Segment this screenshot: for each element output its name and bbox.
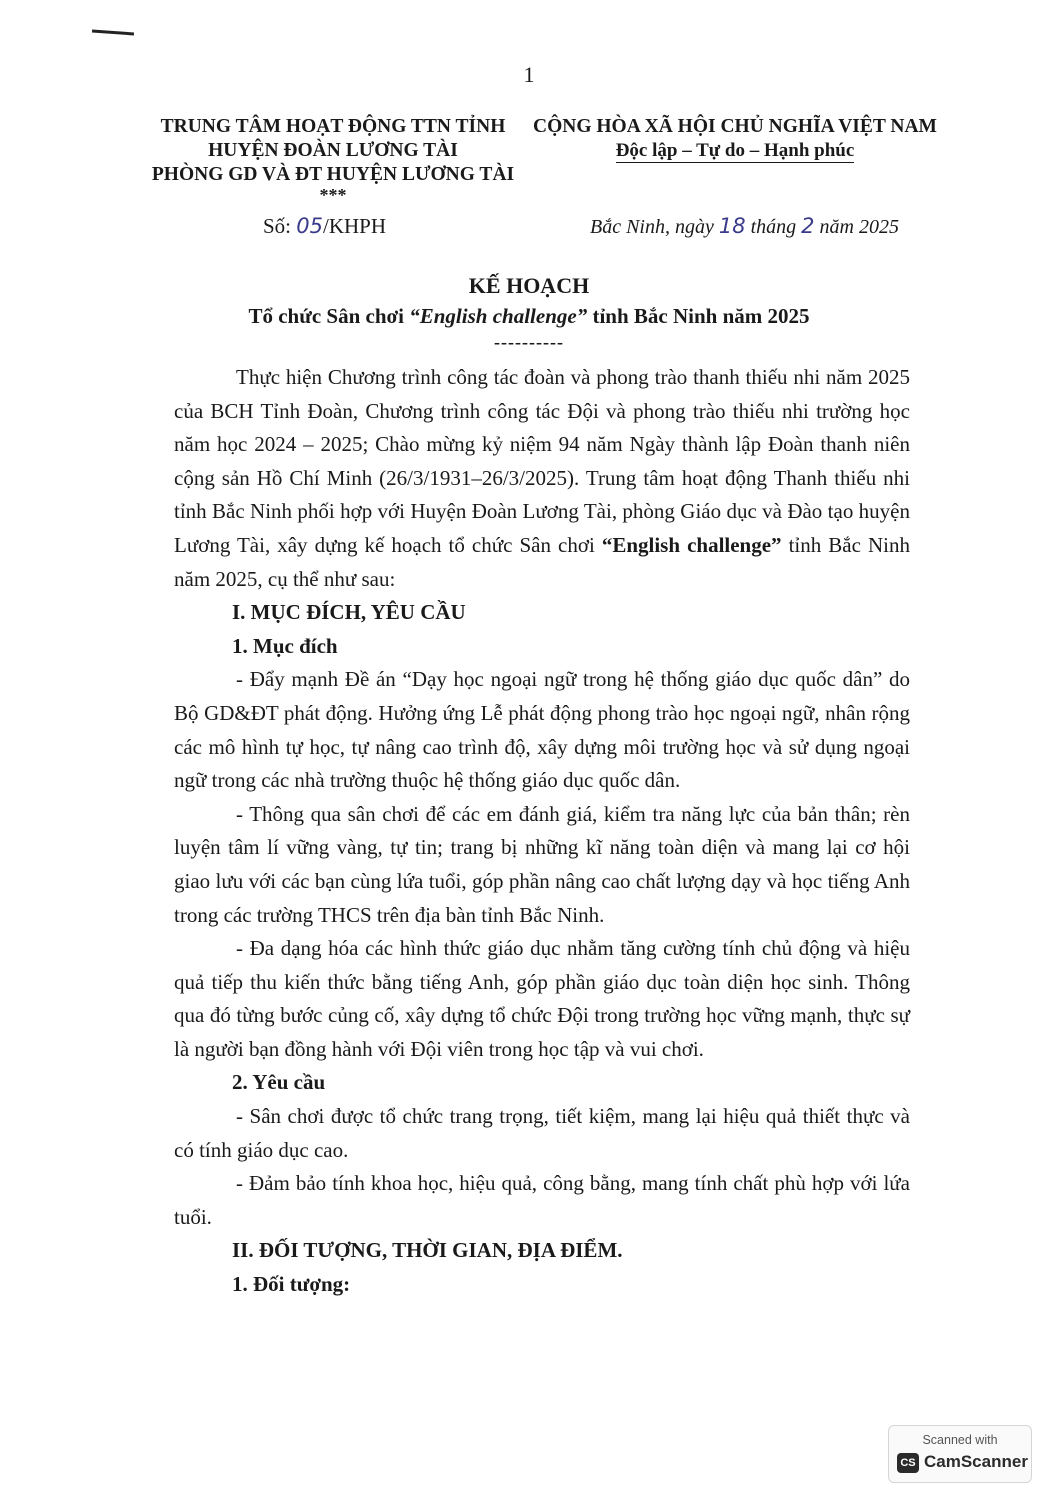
requirement-paragraph-2: - Đảm bảo tính khoa học, hiệu quả, công bằng, mang tính chất phù hợp với lứa tuổi. — [174, 1171, 910, 1229]
doc-number-suffix: /KHPH — [323, 214, 387, 238]
page-number: 1 — [523, 62, 535, 87]
national-motto: Độc lập – Tự do – Hạnh phúc — [615, 140, 855, 161]
watermark-brand: CamScanner — [924, 1452, 1028, 1471]
national-header-block — [520, 115, 950, 163]
camscanner-logo-icon: CS — [897, 1453, 919, 1473]
intro-paragraph — [174, 361, 910, 596]
document-number — [263, 214, 386, 239]
date-line — [590, 214, 899, 239]
date-year: năm 2025 — [819, 216, 899, 238]
agency-stars: *** — [319, 185, 347, 205]
document-subtitle — [0, 304, 1058, 329]
section-1-heading: I. MỤC ĐÍCH, YÊU CẦU — [232, 600, 466, 625]
section-2-heading: II. ĐỐI TƯỢNG, THỜI GIAN, ĐỊA ĐIỂM. — [232, 1238, 623, 1263]
section-1-sub-2: 2. Yêu cầu — [232, 1070, 326, 1095]
doc-number-prefix: Số: — [263, 214, 292, 238]
date-month: 2 — [801, 214, 815, 238]
national-title: CỘNG HÒA XÃ HỘI CHỦ NGHĨA VIỆT NAM — [533, 116, 937, 137]
agency-line-3: PHÒNG GD VÀ ĐT HUYỆN LƯƠNG TÀI — [151, 164, 515, 185]
issuing-agency-block — [118, 115, 548, 203]
watermark-caption: Scanned with — [922, 1433, 998, 1447]
date-month-word: tháng — [750, 216, 797, 238]
subtitle-italic: “English challenge” — [409, 304, 588, 328]
intro-bold: “English challenge” — [601, 532, 782, 557]
subtitle-before: Tổ chức Sân chơi — [248, 304, 410, 328]
section-1-sub-1: 1. Mục đích — [232, 633, 338, 658]
requirement-paragraph-1: - Sân chơi được tổ chức trang trọng, tiết kiệm, mang lại hiệu quả thiết thực và có tính giáo dục cao. — [174, 1104, 910, 1162]
date-place: Bắc Ninh, ngày — [590, 216, 714, 238]
agency-line-1: TRUNG TÂM HOẠT ĐỘNG TTN TỈNH — [160, 116, 506, 137]
document-title: KẾ HOẠCH — [468, 273, 590, 298]
doc-number-handwritten: 05 — [296, 214, 323, 238]
purpose-paragraph-3: - Đa dạng hóa các hình thức giáo dục nhằm tăng cường tính chủ động và hiệu quả tiếp thu kiến thức bằng tiếng Anh, góp phần giáo dục toàn diện học sinh. Thông qua đó từng bước củng cố, xây dựng tổ chức Đội trong trường học vững mạnh, thực sự là người bạn đồng hành với Đội viên trong học tập và vui chơi. — [174, 936, 910, 1061]
subtitle-after: tỉnh Bắc Ninh năm 2025 — [587, 304, 810, 328]
purpose-paragraph-2: - Thông qua sân chơi để các em đánh giá, kiểm tra năng lực của bản thân; rèn luyện tâm lí vững vàng, tự tin; trang bị những kĩ năng toàn diện và mang lại cơ hội giao lưu với các bạn cùng lứa tuổi, góp phần nâng cao chất lượng dạy và học tiếng Anh trong các trường THCS trên địa bàn tỉnh Bắc Ninh. — [174, 801, 910, 927]
document-body — [174, 361, 910, 1302]
title-separator: ---------- — [494, 332, 564, 352]
purpose-paragraph-1: - Đẩy mạnh Đề án “Dạy học ngoại ngữ trong hệ thống giáo dục quốc dân” do Bộ GD&ĐT phát động. Hưởng ứng Lễ phát động phong trào học ngoại ngữ, nhân rộng các mô hình tự học, tự nâng cao trình độ, xây dựng môi trường học và sử dụng ngoại ngữ trong các nhà trường thuộc hệ thống giáo dục quốc dân. — [174, 667, 910, 793]
agency-line-2: HUYỆN ĐOÀN LƯƠNG TÀI — [208, 140, 458, 161]
date-day: 18 — [718, 214, 746, 238]
pen-mark — [92, 30, 134, 36]
section-2-sub-1: 1. Đối tượng: — [232, 1272, 351, 1297]
intro-text: Thực hiện Chương trình công tác đoàn và phong trào thanh thiếu nhi năm 2025 của BCH Tỉnh Đoàn, Chương trình công tác Đội và phong trào thiếu nhi trường học năm học 2024 – 2025; Chào mừng kỷ niệm 94 năm Ngày thành lập Đoàn thanh niên cộng sản Hồ Chí Minh (26/3/1931–26/3/2025). Trung tâm hoạt động Thanh thiếu nhi tỉnh Bắc Ninh phối hợp với Huyện Đoàn Lương Tài, phòng Giáo dục và Đào tạo huyện Lương Tài, xây dựng kế hoạch tổ chức Sân chơi — [174, 365, 910, 557]
intro-text-end: tỉnh Bắc Ninh năm 2025, cụ thể như sau: — [174, 532, 910, 591]
camscanner-watermark — [888, 1425, 1032, 1483]
